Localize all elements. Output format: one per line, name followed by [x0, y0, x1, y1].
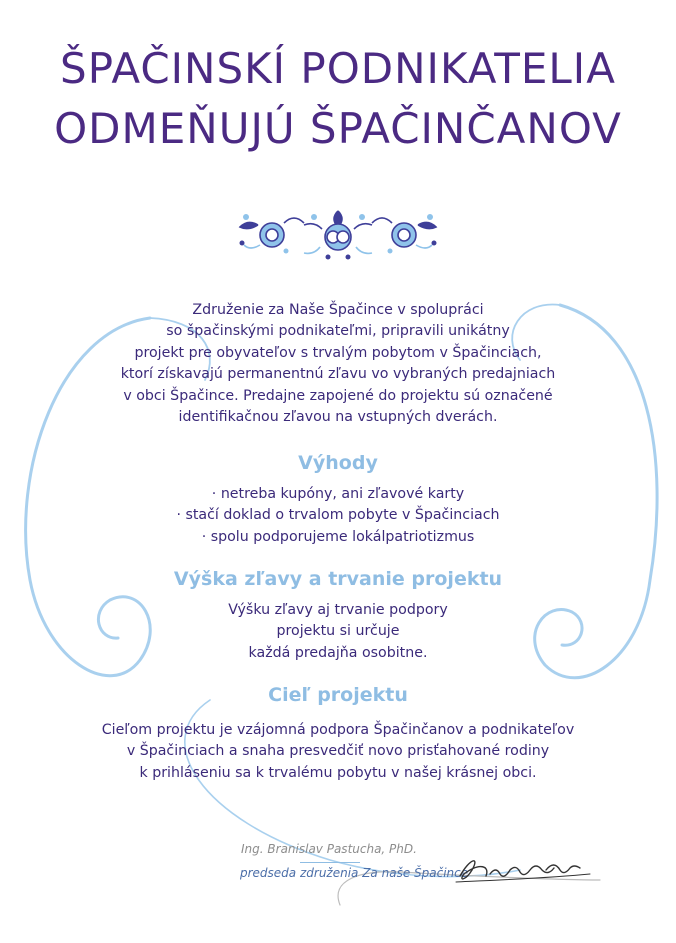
discount-line: každá predajňa osobitne.: [248, 644, 428, 661]
benefits-list: [0, 484, 676, 548]
signature-divider: [300, 862, 360, 863]
discount-paragraph: [0, 600, 676, 664]
discount-heading: Výška zľavy a trvanie projektu: [173, 568, 503, 590]
goal-line: Cieľom projektu je vzájomná podpora Špačinčanov a podnikateľov: [101, 722, 575, 738]
intro-paragraph: [0, 300, 676, 428]
intro-line: ktorí získavajú permanentnú zľavu vo vybraných predajniach: [120, 366, 556, 383]
intro-line: Združenie za Naše Špačince v spolupráci: [192, 302, 484, 318]
intro-line: so špačinskými podnikateľmi, pripravili unikátny: [166, 323, 510, 340]
intro-line: identifikačnou zľavou na vstupných dverách.: [178, 409, 498, 426]
intro-line: projekt pre obyvateľov s trvalým pobytom v Špačinciach,: [134, 344, 542, 361]
intro-line: v obci Špačince. Predajne zapojené do projektu sú označené: [123, 387, 553, 404]
page-title-line-2: ODMEŇUJÚ ŠPAČINČANOV: [54, 104, 622, 153]
handwritten-signature-icon: [450, 852, 600, 892]
benefit-item: · spolu podporujeme lokálpatriotizmus: [201, 528, 475, 545]
signatory-name: Ing. Branislav Pastucha, PhD.: [241, 842, 417, 856]
signatory-role: predseda združenia Za naše Špačince: [240, 866, 469, 880]
folk-ornament-icon: [236, 205, 440, 263]
benefit-item: · stačí doklad o trvalom pobyte v Špačinciach: [176, 507, 500, 524]
page-title-line-1: ŠPAČINSKÍ PODNIKATELIA: [60, 44, 616, 93]
goal-paragraph: [0, 720, 676, 784]
goal-line: v Špačinciach a snaha presvedčiť novo prisťahované rodiny: [126, 743, 550, 760]
goal-line: k prihláseniu sa k trvalému pobytu v našej krásnej obci.: [139, 764, 537, 781]
discount-line: projektu si určuje: [276, 623, 400, 640]
benefit-item: · netreba kupóny, ani zľavové karty: [211, 486, 465, 502]
discount-line: Výšku zľavy aj trvanie podpory: [228, 602, 448, 618]
goal-heading: Cieľ projektu: [268, 684, 408, 706]
benefits-heading: Výhody: [298, 452, 378, 474]
